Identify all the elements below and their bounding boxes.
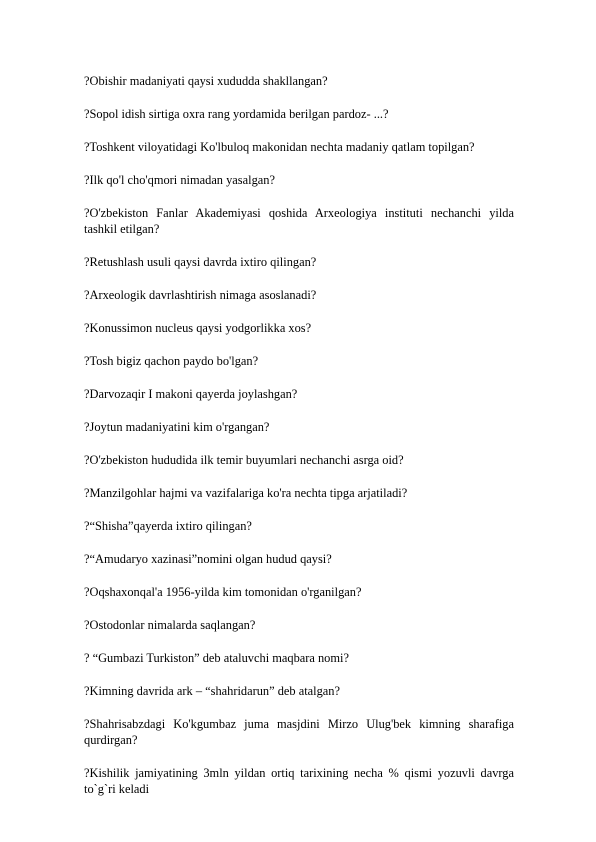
question-1: ?Obishir madaniyati qaysi xududda shakllangan? bbox=[84, 74, 328, 88]
question-4: ?Ilk qo'l cho'qmori nimadan yasalgan? bbox=[84, 173, 275, 187]
question-13: ?Manzilgohlar hajmi va vazifalariga ko'ra nechta tipga arjatiladi? bbox=[84, 486, 408, 500]
question-11: ?Joytun madaniyatini kim o'rgangan? bbox=[84, 420, 270, 434]
question-15: ?“Amudaryo xazinasi”nomini olgan hudud qaysi? bbox=[84, 552, 332, 566]
question-8: ?Konussimon nucleus qaysi yodgorlikka xos? bbox=[84, 321, 312, 335]
question-17: ?Ostodonlar nimalarda saqlangan? bbox=[84, 618, 256, 632]
question-3: ?Toshkent viloyatidagi Ko'lbuloq makonidan nechta madaniy qatlam topilgan? bbox=[84, 140, 475, 154]
question-10: ?Darvozaqir I makoni qayerda joylashgan? bbox=[84, 387, 298, 401]
question-14: ?“Shisha”qayerda ixtiro qilingan? bbox=[84, 519, 252, 533]
question-20: ?Shahrisabzdagi Ko'kgumbaz juma masjdini Mirzo Ulug'bek kimning sharafiga qurdirgan? bbox=[84, 717, 514, 747]
question-12: ?O'zbekiston hududida ilk temir buyumlari nechanchi asrga oid? bbox=[84, 453, 404, 467]
question-21: ?Kishilik jamiyatining 3mln yildan ortiq tarixining necha % qismi yozuvli davrga to`g`ri keladi bbox=[84, 766, 514, 796]
question-9: ?Tosh bigiz qachon paydo bo'lgan? bbox=[84, 354, 259, 368]
question-19: ?Kimning davrida ark – “shahridarun” deb atalgan? bbox=[84, 684, 340, 698]
question-7: ?Arxeologik davrlashtirish nimaga asoslanadi? bbox=[84, 288, 317, 302]
question-5: ?O'zbekiston Fanlar Akademiyasi qoshida Arxeologiya instituti nechanchi yilda tashkil etilgan? bbox=[84, 206, 514, 236]
question-16: ?Oqshaxonqal'a 1956-yilda kim tomonidan o'rganilgan? bbox=[84, 585, 362, 599]
question-6: ?Retushlash usuli qaysi davrda ixtiro qilingan? bbox=[84, 255, 317, 269]
question-18: ? “Gumbazi Turkiston” deb ataluvchi maqbara nomi? bbox=[84, 651, 349, 665]
question-2: ?Sopol idish sirtiga oxra rang yordamida berilgan pardoz- ...? bbox=[84, 107, 389, 121]
